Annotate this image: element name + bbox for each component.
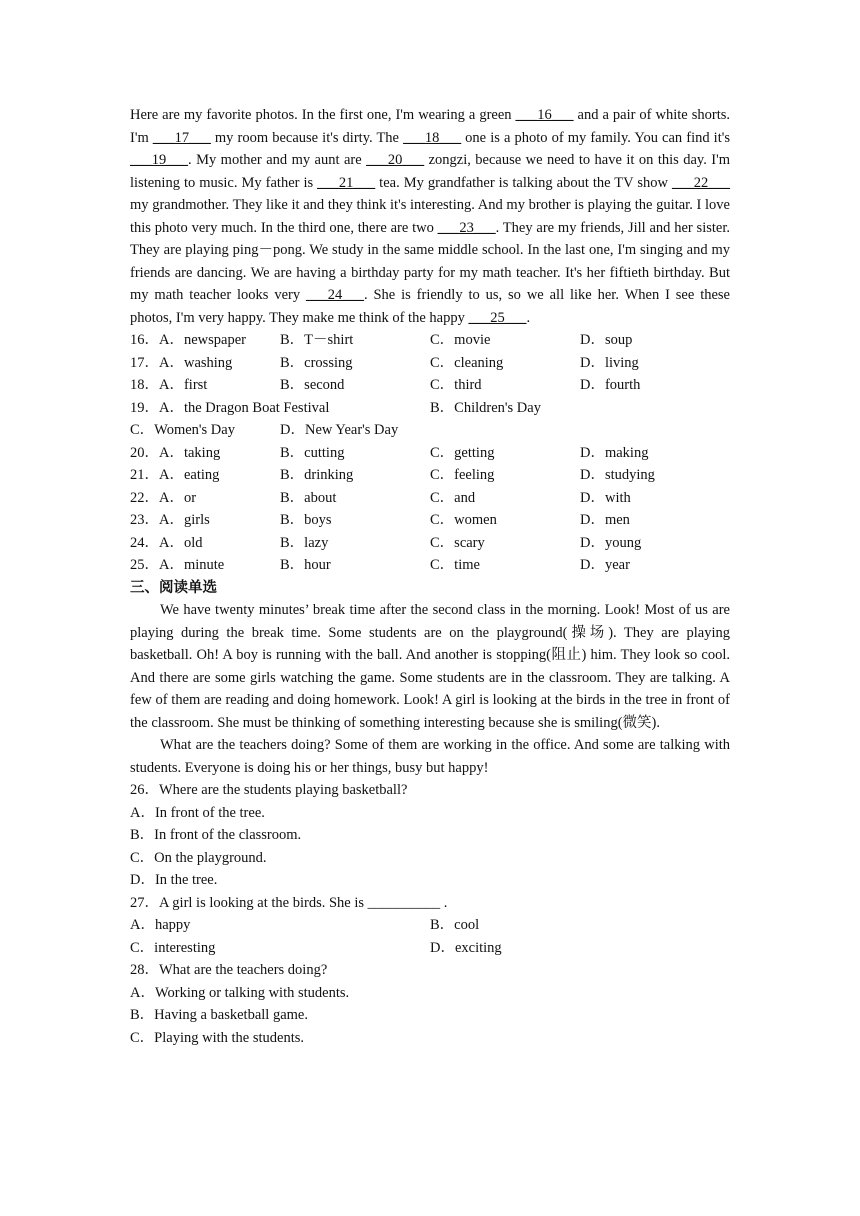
option-26-c[interactable]: C．On the playground. — [130, 849, 267, 866]
option-27-b[interactable]: B．cool — [430, 917, 480, 933]
option-19-d[interactable]: D．New Year's Day — [280, 422, 399, 438]
question-19-options-row1 — [130, 397, 730, 420]
question-27-options-row2 — [130, 937, 730, 960]
option-20-b[interactable]: B．cutting — [280, 444, 345, 461]
option-18-d[interactable]: D．fourth — [580, 377, 641, 393]
reading-passage-p2: What are the teachers doing? Some of them are working in the office. And some are talking with students. Everyone is doing his or her things, busy but happy! — [130, 737, 730, 776]
worksheet-page — [130, 104, 730, 1049]
cloze-text: my room because it's dirty. The — [210, 129, 404, 146]
option-19-b[interactable]: B．Children's Day — [430, 399, 541, 416]
question-27 — [130, 892, 730, 960]
cloze-blank[interactable]: ___16___ — [515, 107, 574, 123]
cloze-passage — [130, 104, 730, 329]
option-17-d[interactable]: D．living — [580, 354, 639, 371]
option-24-c[interactable]: C．scary — [430, 534, 485, 551]
option-21-c[interactable]: C．feeling — [430, 467, 495, 483]
cloze-blank[interactable]: ___25___ — [468, 309, 527, 326]
option-21-b[interactable]: B．drinking — [280, 467, 354, 483]
cloze-blank[interactable]: ___21___ — [317, 174, 376, 191]
cloze-text: one is a photo of my family. You can find it's — [461, 129, 730, 146]
question-27-stem: 27．A girl is looking at the birds. She is __________ . — [130, 894, 448, 911]
option-28-b[interactable]: B．Having a basketball game. — [130, 1007, 308, 1023]
question-25-options — [130, 554, 730, 577]
cloze-blank[interactable]: ___17___ — [152, 129, 211, 146]
option-18-a[interactable]: 18．A．first — [130, 377, 208, 393]
cloze-text: . — [526, 309, 531, 326]
option-26-b[interactable]: B．In front of the classroom. — [130, 827, 302, 843]
option-22-a[interactable]: 22．A．or — [130, 489, 197, 506]
cloze-text: . She is friendly to us, so we all like her. When I see these photos, I'm very happy. They make me think of the happy — [130, 287, 730, 326]
option-22-d[interactable]: D．with — [580, 489, 631, 506]
option-21-a[interactable]: 21．A．eating — [130, 467, 220, 483]
option-16-b[interactable]: B．T－shirt — [280, 332, 354, 348]
option-24-a[interactable]: 24．A．old — [130, 534, 203, 551]
question-26-stem: 26．Where are the students playing basketball? — [130, 782, 408, 798]
cloze-blank[interactable]: ___24___ — [305, 287, 364, 303]
cloze-options — [130, 329, 730, 577]
cloze-text: my grandmother. They like it and they think it's interesting. And my brother is playing the guitar. I love this photo very much. In the third one, there are two — [130, 197, 730, 236]
option-23-b[interactable]: B．boys — [280, 512, 332, 528]
cloze-text: . My mother and my aunt are — [188, 152, 367, 168]
option-25-c[interactable]: C．time — [430, 557, 480, 573]
cloze-text: Here are my favorite photos. In the first one, I'm wearing a green — [130, 107, 516, 123]
option-23-d[interactable]: D．men — [580, 512, 630, 528]
question-20-options — [130, 442, 730, 465]
option-22-c[interactable]: C．and — [430, 489, 476, 506]
option-20-d[interactable]: D．making — [580, 444, 649, 461]
cloze-blank[interactable]: ___22___ — [672, 174, 731, 191]
question-19-options-row2 — [130, 419, 730, 442]
option-18-b[interactable]: B．second — [280, 377, 345, 393]
option-25-b[interactable]: B．hour — [280, 557, 331, 573]
question-24-options — [130, 532, 730, 555]
option-16-c[interactable]: C．movie — [430, 332, 491, 348]
question-27-options-row1 — [130, 914, 730, 937]
option-17-b[interactable]: B．crossing — [280, 354, 353, 371]
option-19-c[interactable]: C．Women's Day — [130, 422, 235, 438]
option-27-a[interactable]: A．happy — [130, 917, 191, 933]
question-18-options — [130, 374, 730, 397]
option-18-c[interactable]: C．third — [430, 377, 482, 393]
option-24-b[interactable]: B．lazy — [280, 534, 329, 551]
cloze-blank[interactable]: ___23___ — [437, 219, 496, 236]
option-23-c[interactable]: C．women — [430, 512, 497, 528]
option-26-d[interactable]: D．In the tree. — [130, 872, 218, 888]
option-21-d[interactable]: D．studying — [580, 467, 655, 483]
option-16-a[interactable]: 16．A．newspaper — [130, 332, 246, 348]
question-16-options — [130, 329, 730, 352]
cloze-blank[interactable]: ___20___ — [366, 152, 425, 168]
question-21-options — [130, 464, 730, 487]
question-17-options — [130, 352, 730, 375]
option-17-a[interactable]: 17．A．washing — [130, 354, 233, 371]
cloze-text: tea. My grandfather is talking about the TV show — [375, 174, 673, 191]
question-22-options — [130, 487, 730, 510]
option-28-a[interactable]: A．Working or talking with students. — [130, 984, 350, 1001]
option-22-b[interactable]: B．about — [280, 489, 337, 506]
question-23-options — [130, 509, 730, 532]
option-23-a[interactable]: 23．A．girls — [130, 512, 210, 528]
cloze-text: . They are my friends, Jill and her sister. They are playing ping－pong. We study in the same middle school. In the last one, I'm singing and my friends are dancing. We are having a birthday party for my math teacher. It's her fiftieth birthday. But my math teacher looks very — [130, 219, 730, 303]
section-heading: 三、阅读单选 — [130, 579, 217, 596]
question-28-stem: 28．What are the teachers doing? — [130, 962, 328, 978]
option-27-d[interactable]: D．exciting — [430, 939, 502, 956]
option-25-a[interactable]: 25．A．minute — [130, 557, 225, 573]
cloze-text: zongzi, because we need to have it on this day. I'm listening to music. My father is — [130, 152, 731, 191]
reading-passage-p1: We have twenty minutes’ break time after the second class in the morning. Look! Most of us are playing during the break time. Some students are on the playground(操场). They are playing basketball. Oh! A boy is running with the ball. And another is stopping(阻止) him. They look so cool. And there are some girls watching the game. Some students are in the classroom. They are talking. A few of them are reading and doing homework. Look! A girl is looking at the birds in the tree in front of the classroom. She must be thinking of something interesting because she is smiling(微笑). — [130, 602, 730, 731]
question-26 — [130, 779, 730, 892]
option-28-c[interactable]: C．Playing with the students. — [130, 1029, 304, 1046]
cloze-blank[interactable]: ___18___ — [403, 129, 462, 146]
option-20-a[interactable]: 20．A．taking — [130, 444, 221, 461]
cloze-blank[interactable]: ___19___ — [130, 152, 188, 168]
cloze-text: and a pair of white shorts. I'm — [130, 107, 730, 146]
option-17-c[interactable]: C．cleaning — [430, 354, 504, 371]
option-19-a[interactable]: 19．A．the Dragon Boat Festival — [130, 399, 330, 416]
option-26-a[interactable]: A．In front of the tree. — [130, 804, 265, 821]
question-28 — [130, 959, 730, 1049]
option-27-c[interactable]: C．interesting — [130, 939, 216, 956]
option-16-d[interactable]: D．soup — [580, 332, 633, 348]
option-24-d[interactable]: D．young — [580, 534, 642, 551]
option-25-d[interactable]: D．year — [580, 557, 630, 573]
option-20-c[interactable]: C．getting — [430, 444, 495, 461]
